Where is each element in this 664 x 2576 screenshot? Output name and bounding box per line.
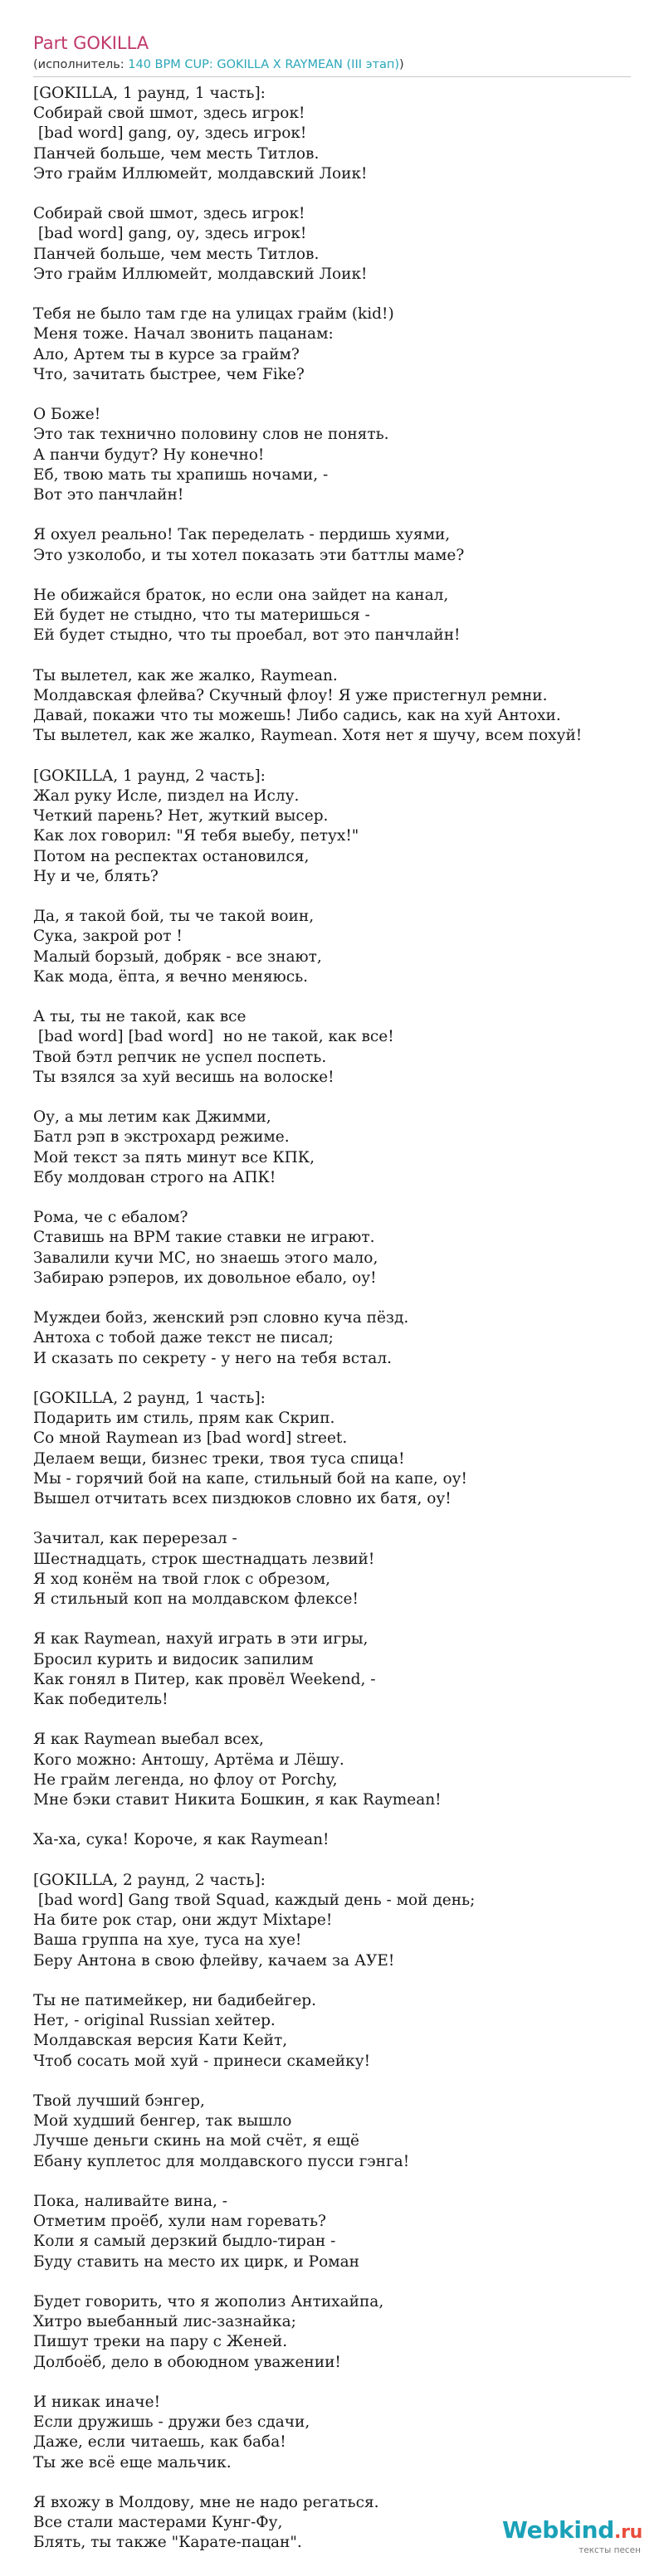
performer-suffix: ) [399,58,404,71]
lyrics-line: Бросил курить и видосик запилим [33,1650,314,1668]
lyrics-line: Как мода, ёпта, я вечно меняюсь. [33,967,309,986]
lyrics-line: Мы - горячий бой на капе, стильный бой на капе, оу! [33,1469,467,1488]
lyrics-line: Отметим проёб, хули нам горевать? [33,2213,326,2231]
lyrics-line: Это узколобо, и ты хотел показать эти баттлы маме? [33,546,465,564]
lyrics-line: Забираю рэперов, их довольное ебало, оу! [33,1269,377,1287]
lyrics-line: Я охуел реально! Так переделать - пердишь хуями, [33,526,451,544]
lyrics-stanza [33,1830,647,1850]
lyrics-line: Ваша группа на хуе, туса на хуе! [33,1931,302,1950]
lyrics-line: Кого можно: Антошу, Артёма и Лёшу. [33,1751,344,1769]
lyrics-line: Ты не патимейкер, ни бадибейгер. [33,1992,317,2009]
lyrics-line: Антоха с тобой даже текст не писал; [33,1329,334,1347]
lyrics-line: Ебу молдован строго на АПК! [33,1168,276,1186]
lyrics-line: Это так технично половину слов не понять. [33,426,389,444]
lyrics-line: Ебану куплетос для молдавского пусси гэнга! [33,2152,410,2170]
lyrics-line: Если дружишь - дружи без сдачи, [33,2413,310,2432]
lyrics-line: Панчей больше, чем месть Титлов. [33,144,320,163]
lyrics-line: Пока, наливайте вина, - [33,2193,228,2210]
lyrics-line: А ты, ты не такой, как все [33,1008,247,1026]
lyrics-line: Ей будет стыдно, что ты проебал, вот это панчлайн! [33,626,461,645]
lyrics-line: Собирай свой шмот, здесь игрок! [33,105,305,123]
lyrics-line: Оу, а мы летим как Джимми, [33,1108,271,1127]
logo-brand [502,2518,642,2545]
lyrics-stanza [33,525,647,565]
lyrics-line: Буду ставить на место их цирк, и Роман [33,2252,359,2271]
lyrics-line: Как гонял в Питер, как провёл Weekend, - [33,1670,376,1688]
lyrics-line: Твой бэтл репчик не успел поспеть. [33,1048,327,1066]
lyrics-line: Мне бэки ставит Никита Бошкин, я как Raymean! [33,1791,442,1809]
lyrics-line: На бите рок стар, они ждут Mixtape! [33,1911,333,1930]
lyrics-line: Твой лучший бэнгер, [33,2092,205,2110]
performer-prefix: (исполнитель: [33,58,129,71]
lyrics-line: Чтоб сосать мой хуй - принеси скамейку! [33,2052,371,2070]
lyrics-stanza [33,1730,647,1810]
lyrics-stanza [33,586,647,646]
lyrics-line: Еб, твою мать ты храпишь ночами, - [33,465,329,484]
lyrics-line: Завалили кучи МС, но знаешь этого мало, [33,1249,378,1267]
lyrics-line: Ты вылетел, как же жалко, Raymean. [33,666,338,684]
performer-line [33,56,631,73]
lyrics-line: Шестнадцать, строк шестнадцать лезвий! [33,1550,375,1568]
lyrics-stanza [33,1389,647,1509]
lyrics-line: Ты вылетел, как же жалко, Raymean. Хотя нет я шучу, всем похуй! [33,727,583,745]
lyrics-stanza [33,666,647,747]
lyrics-line: Молдавская флейва? Скучный флоу! Я уже пристегнул ремни. [33,687,548,704]
lyrics-line: И сказать по секрету - у него на тебя встал. [33,1349,392,1367]
lyrics-stanza [33,304,647,385]
lyrics-line: Блять, ты также "Карате-пацан". [33,2534,302,2552]
lyrics-stanza [33,2192,647,2272]
lyrics-line: Это грайм Иллюмейт, молдавский Лоик! [33,164,368,183]
lyrics-line: Ты взялся за хуй весишь на волоске! [33,1068,334,1086]
lyrics-line: Будет говорить, что я жополиз Антихайпа, [33,2293,384,2311]
lyrics-stanza [33,204,647,285]
logo-brand-tld: .ru [614,2522,642,2543]
lyrics-line: Четкий парень? Нет, жуткий высер. [33,807,329,825]
page-title: Part GOKILLA [33,33,149,53]
lyrics-stanza [33,2091,647,2172]
lyrics-line: Муждеи бойз, женский рэп словно куча пёзд. [33,1309,409,1327]
lyrics-line: Молдавская версия Кати Кейт, [33,2032,288,2050]
lyrics-stanza [33,405,647,505]
lyrics-line: А панчи будут? Ну конечно! [33,446,265,464]
lyrics-line: Лучше деньги скинь на мой счёт, я ещё [33,2132,359,2150]
lyrics-line: Ало, Артем ты в курсе за грайм? [33,345,300,363]
lyrics-line: Рома, че с ебалом? [33,1209,188,1227]
lyrics-line: Ей будет не стыдно, что ты материшься - [33,606,370,625]
lyrics-line: Вышел отчитать всех пиздюков словно их батя, оу! [33,1490,452,1508]
lyrics-body [33,84,647,2574]
lyrics-line: Коли я самый дерзкий быдло-тиран - [33,2233,336,2251]
lyrics-line: Давай, покажи что ты можешь! Либо садись, как на хуй Антохи. [33,707,561,725]
lyrics-line: Ха-ха, сука! Короче, я как Raymean! [33,1831,330,1849]
lyrics-line: Я как Raymean выебал всех, [33,1731,264,1749]
lyrics-line: Я стильный коп на молдавском флексе! [33,1590,359,1609]
lyrics-line: Все стали мастерами Кунг-Фу, [33,2514,283,2532]
lyrics-line: Долбоёб, дело в обоюдном уважении! [33,2353,341,2371]
lyrics-line: Тебя не было там где на улицах грайм (kid!) [33,305,394,324]
lyrics-stanza [33,2393,647,2473]
lyrics-line: Я вхожу в Молдову, мне не надо регаться. [33,2494,379,2511]
lyrics-stanza [33,1991,647,2072]
lyrics-line: Это грайм Иллюмейт, молдавский Лоик! [33,265,368,283]
lyrics-line: Ставишь на ВРМ такие ставки не играют. [33,1229,375,1247]
lyrics-line: Пишут треки на пару с Женей. [33,2333,288,2351]
logo-brand-main: Webkind [502,2516,615,2544]
lyrics-line: Не грайм легенда, но флоу от Porchy, [33,1770,338,1789]
lyrics-line: Собирай свой шмот, здесь игрок! [33,205,305,223]
lyrics-line: Ну и че, блять? [33,867,159,885]
lyrics-stanza [33,1308,647,1369]
lyrics-stanza [33,2292,647,2373]
lyrics-line: Беру Антона в свою флейву, качаем за АУЕ! [33,1951,395,1970]
lyrics-stanza [33,1629,647,1710]
lyrics-line: Нет, - original Russian хейтер. [33,2012,276,2030]
lyrics-line: Вот это панчлайн! [33,486,184,504]
lyrics-stanza [33,1529,647,1609]
lyrics-line: Даже, если читаешь, как баба! [33,2433,286,2452]
lyrics-line: [GOKILLA, 2 раунд, 2 часть]: [33,1871,266,1889]
lyrics-line: Хитро выебанный лис-зазнайка; [33,2313,296,2331]
lyrics-line: Ты же всё еще мальчик. [33,2453,232,2471]
lyrics-line: [bad word] gang, оу, здесь игрок! [33,225,307,243]
lyrics-stanza [33,1208,647,1288]
lyrics-line: Я ход конём на твой глок с обрезом, [33,1570,330,1588]
logo-tagline: тексты песен [579,2545,641,2555]
lyrics-line: [bad word] Gang твой Squad, каждый день - мой день; [33,1892,476,1909]
lyrics-line: Как лох говорил: "Я тебя выебу, петух!" [33,827,359,845]
lyrics-stanza [33,1108,647,1188]
lyrics-line: Как победитель! [33,1691,168,1709]
lyrics-stanza [33,907,647,987]
lyrics-line: Подарить им стиль, прям как Скрип. [33,1410,335,1428]
lyrics-line: Я как Raymean, нахуй играть в эти игры, [33,1630,369,1648]
lyrics-line: Меня тоже. Начал звонить пацанам: [33,325,334,343]
lyrics-line: Сука, закрой рот ! [33,928,183,946]
lyrics-stanza [33,1871,647,1971]
lyrics-line: Потом на респектах остановился, [33,847,310,865]
lyrics-stanza [33,84,647,184]
lyrics-line: [GOKILLA, 1 раунд, 1 часть]: [33,85,266,102]
lyrics-line: Что, зачитать быстрее, чем Fike? [33,365,305,383]
header [33,33,631,73]
lyrics-line: [bad word] [bad word] но не такой, как все! [33,1028,394,1046]
lyrics-line: [bad word] gang, оу, здесь игрок! [33,124,307,143]
lyrics-line: [GOKILLA, 2 раунд, 1 часть]: [33,1390,266,1407]
lyrics-line: Зачитал, как перерезал - [33,1530,237,1548]
lyrics-line: Мой худший бенгер, так вышло [33,2112,292,2130]
lyrics-line: Со мной Raymean из [bad word] street. [33,1429,348,1448]
lyrics-line: Жал руку Исле, пиздел на Ислу. [33,787,300,805]
site-logo[interactable] [502,2518,642,2555]
lyrics-line: Не обижайся браток, но если она зайдет на канал, [33,587,449,604]
lyrics-stanza [33,1007,647,1088]
lyrics-line: Мой текст за пять минут все КПК, [33,1148,315,1166]
lyrics-line: О Боже! [33,406,101,424]
lyrics-line: Батл рэп в экстрохард режиме. [33,1128,290,1147]
lyrics-stanza [33,767,647,887]
lyrics-line: И никак иначе! [33,2393,161,2411]
performer-link[interactable]: 140 BPM CUP: GOKILLA X RAYMEAN (III этап) [128,58,400,71]
lyrics-line: [GOKILLA, 1 раунд, 2 часть]: [33,767,266,785]
header-divider [33,76,631,77]
lyrics-line: Малый борзый, добряк - все знают, [33,947,322,966]
lyrics-line: Да, я такой бой, ты че такой воин, [33,908,315,926]
lyrics-line: Панчей больше, чем месть Титлов. [33,245,320,263]
lyrics-line: Делаем вещи, бизнес треки, твоя туса спица! [33,1449,405,1468]
